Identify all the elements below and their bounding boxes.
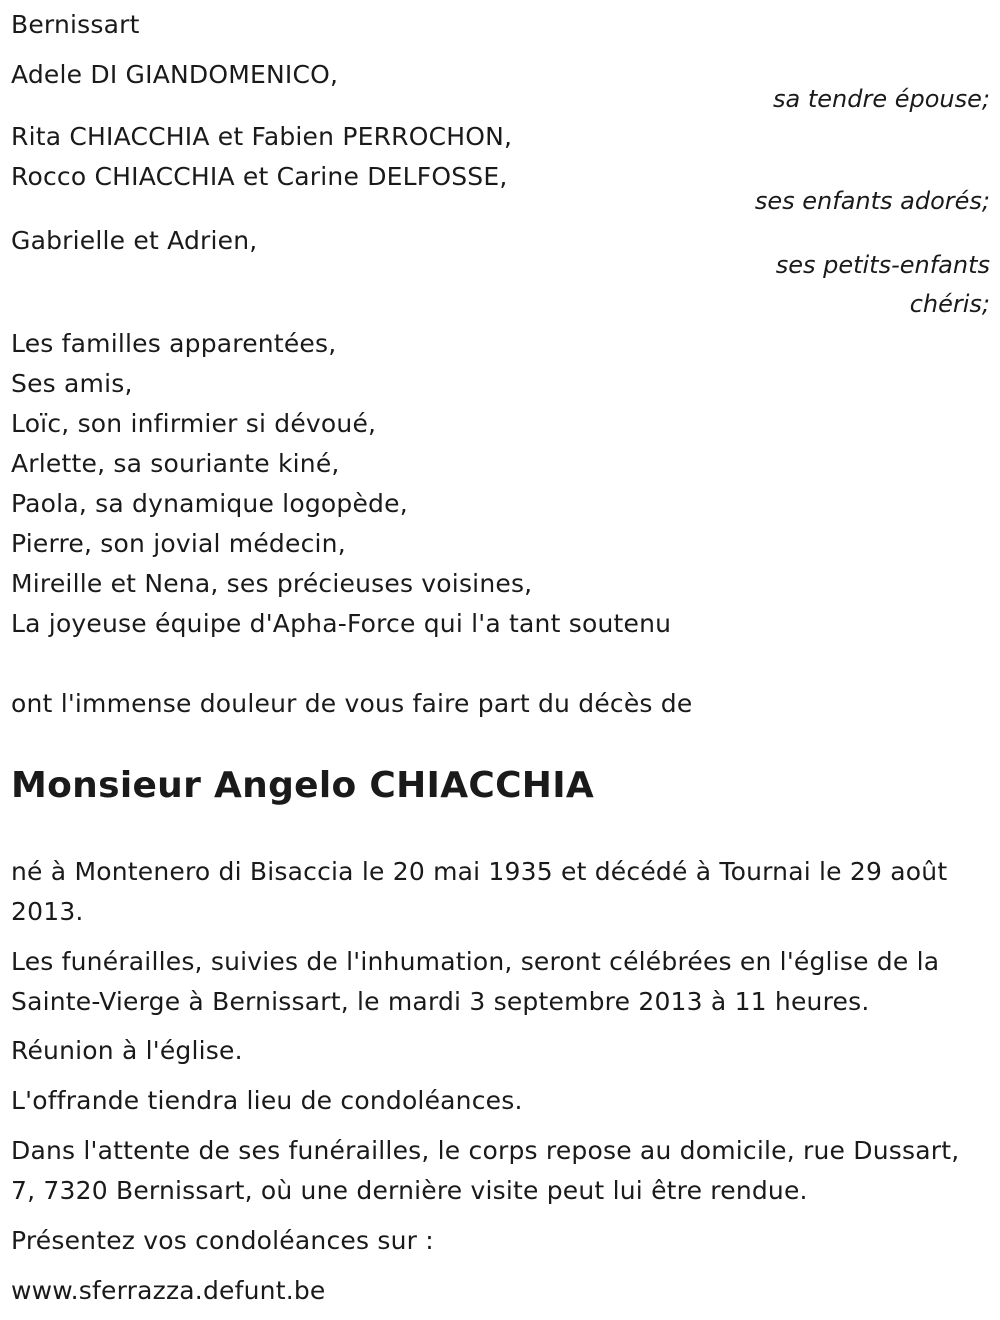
other-mourner: Ses amis, (11, 369, 133, 398)
children-role: ses enfants adorés; (754, 187, 990, 215)
other-mourner: Mireille et Nena, ses précieuses voisines, (11, 569, 533, 598)
spouse-role: sa tendre épouse; (773, 85, 990, 113)
grandchildren-role-line1: ses petits-enfants (775, 251, 990, 279)
other-mourner: Arlette, sa souriante kiné, (11, 449, 340, 478)
deceased-name: Monsieur Angelo CHIACCHIA (11, 765, 595, 806)
other-mourner: Les familles apparentées, (11, 329, 337, 358)
condolences-label: Présentez vos condoléances sur : (11, 1226, 434, 1255)
birth-death: né à Montenero di Bisaccia le 20 mai 1935 et décédé à Tournai le 29 août 2013. (11, 857, 948, 926)
grandchildren-role-line2: chéris; (909, 290, 990, 318)
rest-info: Dans l'attente de ses funérailles, le corps repose au domicile, rue Dussart, 7, 7320 Bernissart, où une dernière visite peut lui être rendue. (11, 1136, 960, 1205)
announcement: ont l'immense douleur de vous faire part du décès de (11, 689, 693, 718)
child-2: Rocco CHIACCHIA et Carine DELFOSSE, (11, 162, 508, 191)
reunion-info: Réunion à l'église. (11, 1036, 243, 1065)
grandchildren-names: Gabrielle et Adrien, (11, 226, 258, 255)
place: Bernissart (11, 10, 140, 39)
other-mourner: Pierre, son jovial médecin, (11, 529, 346, 558)
condolences-website[interactable]: www.sferrazza.defunt.be (11, 1276, 326, 1305)
other-mourner: Paola, sa dynamique logopède, (11, 489, 408, 518)
spouse-name: Adele DI GIANDOMENICO, (11, 60, 339, 89)
other-mourner: La joyeuse équipe d'Apha-Force qui l'a tant soutenu (11, 609, 672, 638)
funeral-info: Les funérailles, suivies de l'inhumation, seront célébrées en l'église de la Sainte-Vierge à Bernissart, le mardi 3 septembre 2013 à 11 heures. (11, 947, 940, 1016)
offering-info: L'offrande tiendra lieu de condoléances. (11, 1086, 523, 1115)
other-mourner: Loïc, son infirmier si dévoué, (11, 409, 377, 438)
child-1: Rita CHIACCHIA et Fabien PERROCHON, (11, 122, 513, 151)
